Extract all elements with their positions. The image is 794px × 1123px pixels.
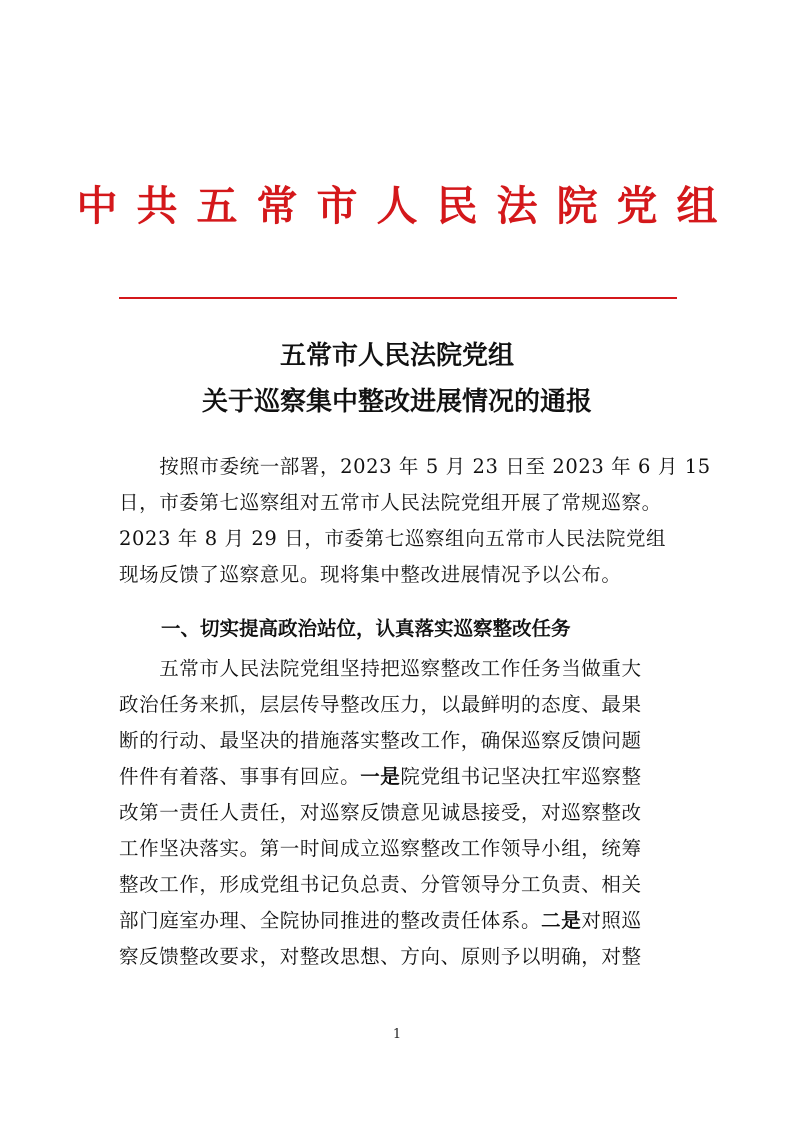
body-line: 整改工作，形成党组书记负总责、分管领导分工负责、相关: [119, 873, 642, 896]
intro-line: 现场反馈了巡察意见。现将集中整改进展情况予以公布。: [119, 563, 622, 586]
emphasis-first: 一是: [360, 765, 401, 788]
body-paragraph: [119, 651, 679, 975]
document-title-line1: 五常市人民法院党组: [279, 341, 514, 371]
body-line: 工作坚决落实。第一时间成立巡察整改工作领导小组，统筹: [119, 837, 642, 860]
intro-line: 日，市委第七巡察组对五常市人民法院党组开展了常规巡察。: [119, 491, 662, 514]
emphasis-second: 二是: [541, 909, 582, 932]
body-line: [119, 903, 679, 939]
intro-line: 2023 年 8 月 29 日，市委第七巡察组向五常市人民法院党组: [119, 527, 667, 550]
section-heading-1: 一、切实提高政治站位，认真落实巡察整改任务: [161, 617, 571, 640]
body-text: 对照巡: [581, 909, 642, 932]
body-text: 件件有着落、事事有回应。: [119, 765, 361, 788]
masthead-title: 中共五常市人民法院党组: [76, 182, 737, 230]
body-line: 断的行动、最坚决的措施落实整改工作，确保巡察反馈问题: [119, 729, 642, 752]
body-line: 政治任务来抓，层层传导整改压力，以最鲜明的态度、最果: [119, 693, 642, 716]
body-line: 五常市人民法院党组坚持把巡察整改工作任务当做重大: [119, 657, 642, 680]
body-text: 部门庭室办理、全院协同推进的整改责任体系。: [119, 909, 542, 932]
body-line: [119, 759, 679, 795]
red-divider-line: [119, 297, 677, 299]
document-title-line2: 关于巡察集中整改进展情况的通报: [201, 387, 592, 417]
intro-line: 按照市委统一部署，2023 年 5 月 23 日至 2023 年 6 月 15: [119, 455, 711, 478]
intro-paragraph: [119, 449, 711, 593]
body-line: 察反馈整改要求，对整改思想、方向、原则予以明确，对整: [119, 945, 642, 968]
body-text: 院党组书记坚决扛牢巡察整: [400, 765, 642, 788]
page-number: 1: [392, 1027, 402, 1042]
body-line: 改第一责任人责任，对巡察反馈意见诚恳接受，对巡察整改: [119, 801, 642, 824]
